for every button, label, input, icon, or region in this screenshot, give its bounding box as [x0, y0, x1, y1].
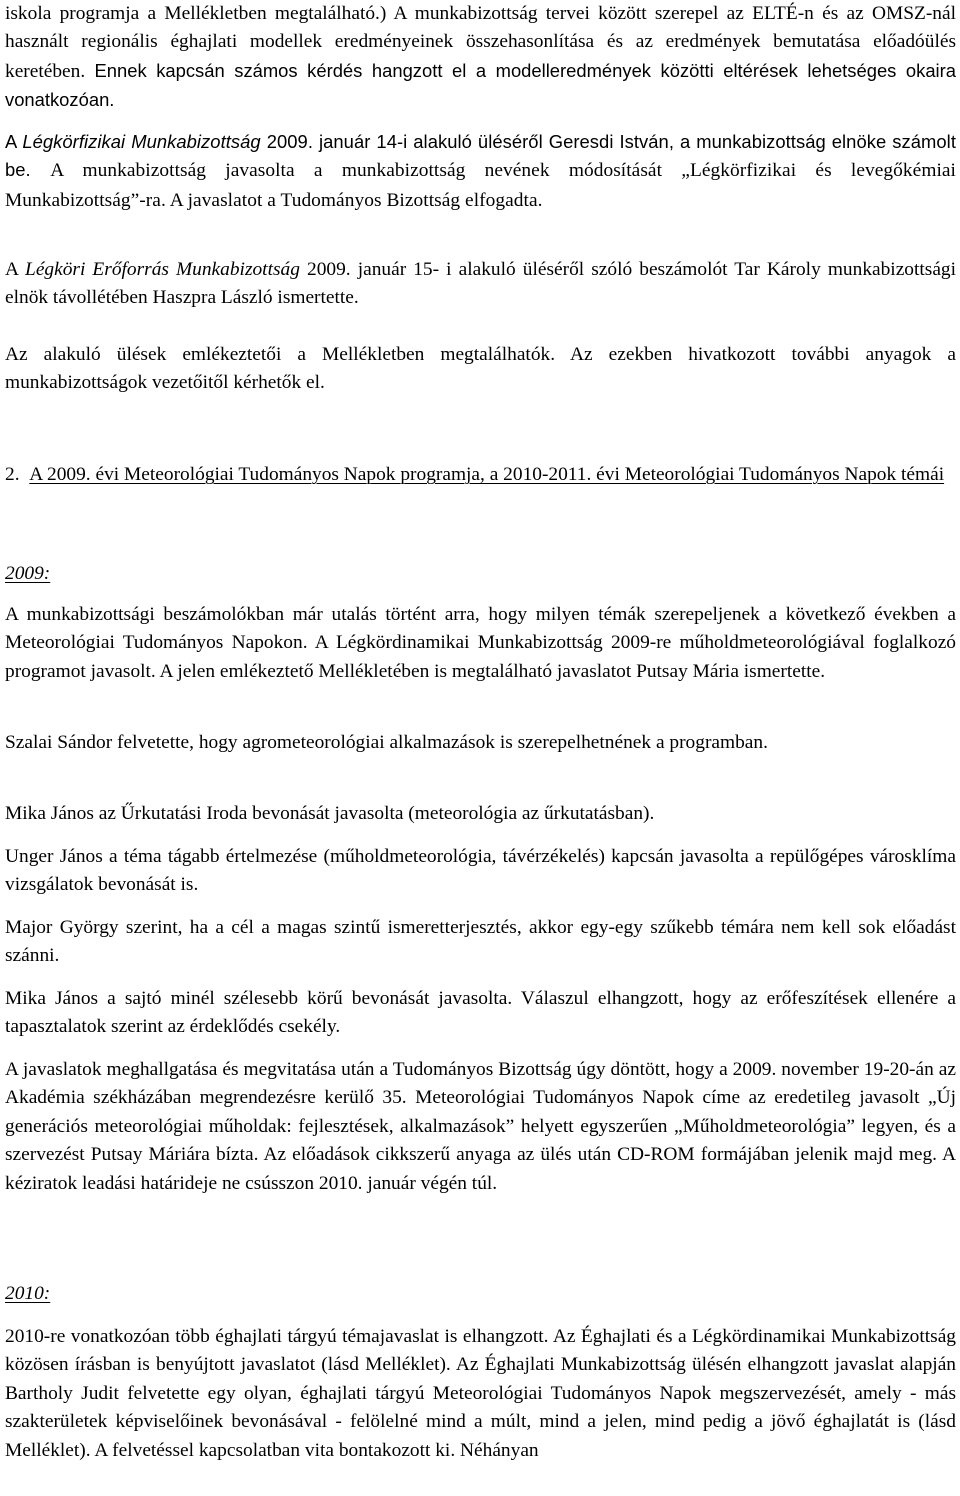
legkorfizikai-proposal-text: A munkabizottság javasolta a munkabizottság nevének módosítását „Légkörfizikai és levegőkémiai Munkabizottság”-ra. A javaslatot a Tudományos Bizottság elfogadta.	[5, 160, 956, 211]
year-2010-label	[5, 1280, 956, 1308]
year-2009-paragraph-5	[5, 914, 956, 971]
legkori-report-text: 2009. január 15- i alakuló üléséről szóló beszámolót Tar Károly munkabizottsági elnök távollétében Haszpra László ismertette.	[5, 259, 957, 309]
year-2009-paragraph-1	[5, 601, 956, 686]
legkorfizikai-prefix: A	[5, 131, 17, 152]
intro-text-sans: Ennek kapcsán számos kérdés hangzott el a modelleredmények közötti eltérések lehetséges okaira vonatkozóan.	[5, 59, 956, 111]
paragraph-text: Unger János a téma tágabb értelmezése (műholdmeteorológia, távérzékelés) kapcsán javasolta a repülőgépes városklíma vizsgálatok bevonását is.	[5, 846, 956, 896]
year-2009-paragraph-6	[5, 985, 956, 1042]
legkori-paragraph	[5, 256, 956, 313]
intro-paragraph	[5, 0, 956, 116]
year-2009-paragraph-3	[5, 800, 956, 828]
paragraph-text: Szalai Sándor felvetette, hogy agrometeorológiai alkalmazások is szerepelhetnének a programban.	[5, 732, 768, 753]
paragraph-text: Mika János a sajtó minél szélesebb körű bevonását javasolta. Válaszul elhangzott, hogy az erőfeszítések ellenére a tapasztalatok szerint az érdeklődés csekély.	[5, 988, 956, 1038]
year-2010-text: 2010:	[5, 1283, 51, 1304]
paragraph-text: Mika János az Űrkutatási Iroda bevonását javasolta (meteorológia az űrkutatásban).	[5, 803, 655, 824]
legkori-committee-name: Légköri Erőforrás Munkabizottság	[25, 259, 300, 280]
paragraph-text: A javaslatok meghallgatása és megvitatása után a Tudományos Bizottság úgy döntött, hogy a 2009. november 19-20-án az Akadémia székházában megrendezésre kerülő 35. Meteorológiai Tudományos Napok címe az eredetileg javasolt „Új generációs meteorológiai műholdak: fejlesztések, alkalmazások” helyett egyszerűen „Műholdmeteorológia” legyen, és a szervezést Putsay Máriára bízta. Az előadások cikkszerű anyaga az ülés után CD-ROM formájában jelenik majd meg. A kéziratok leadási határideje ne csússzon 2010. január végén túl.	[5, 1059, 956, 1194]
paragraph-text: A munkabizottsági beszámolókban már utalás történt arra, hogy milyen témák szerepeljenek a következő években a Meteorológiai Tudományos Napokon. A Légkördinamikai Munkabizottság 2009-re műholdmeteorológiával foglalkozó programot javasolt. A jelen emlékeztető Mellékletében is megtalálható javaslatot Putsay Mária ismertette.	[5, 604, 956, 682]
year-2009-paragraph-4	[5, 843, 956, 900]
paragraph-text: Major György szerint, ha a cél a magas szintű ismeretterjesztés, akkor egy-egy szűkebb témára nem kell sok előadást szánni.	[5, 917, 956, 967]
year-2009-paragraph-7	[5, 1056, 956, 1198]
legkorfizikai-paragraph	[5, 128, 956, 215]
intro-text-serif: iskola programja a Mellékletben megtalálható.) A munkabizottság tervei között szerepel az ELTÉ-n és az OMSZ-nál használt regionális éghajlati modellek eredményeinek összehasonlítása és az eredmények bemutatása előadóülés keretében.	[5, 3, 956, 82]
minutes-paragraph	[5, 341, 956, 398]
section-title: A 2009. évi Meteorológiai Tudományos Napok programja, a 2010-2011. évi Meteorológiai Tudományos Napok témái	[29, 464, 945, 485]
legkorfizikai-report-text: 2009. január 14-i alakuló üléséről Geresdi István, a munkabizottság elnöke számolt be.	[5, 131, 956, 181]
year-2009-paragraph-2	[5, 729, 956, 757]
section-2-heading	[5, 461, 956, 489]
year-2009-label	[5, 560, 956, 588]
year-2009-text: 2009:	[5, 563, 51, 584]
year-2010-paragraph	[5, 1323, 956, 1465]
legkorfizikai-committee-name: Légkörfizikai Munkabizottság	[22, 131, 261, 152]
paragraph-text: 2010-re vonatkozóan több éghajlati tárgyú témajavaslat is elhangzott. Az Éghajlati és a Légkördinamikai Munkabizottság közösen írásban is benyújtott javaslatot (lásd Melléklet). Az Éghajlati Munkabizottság ülésén elhangzott javaslat alapján Bartholy Judit felvetette egy olyan, éghajlati tárgyú Meteorológiai Tudományos Napok megszervezését, amely - más szakterületek képviselőinek bevonásával - felölelné mind a múlt, mind a jelen, mind pedig a jövő éghajlatát is (lásd Melléklet). A felvetéssel kapcsolatban vita bontakozott ki. Néhányan	[5, 1326, 956, 1461]
minutes-text: Az alakuló ülések emlékeztetői a Mellékletben megtalálhatók. Az ezekben hivatkozott további anyagok a munkabizottságok vezetőitől kérhetők el.	[5, 344, 956, 394]
section-number: 2.	[5, 464, 20, 485]
legkori-prefix: A	[5, 259, 18, 280]
